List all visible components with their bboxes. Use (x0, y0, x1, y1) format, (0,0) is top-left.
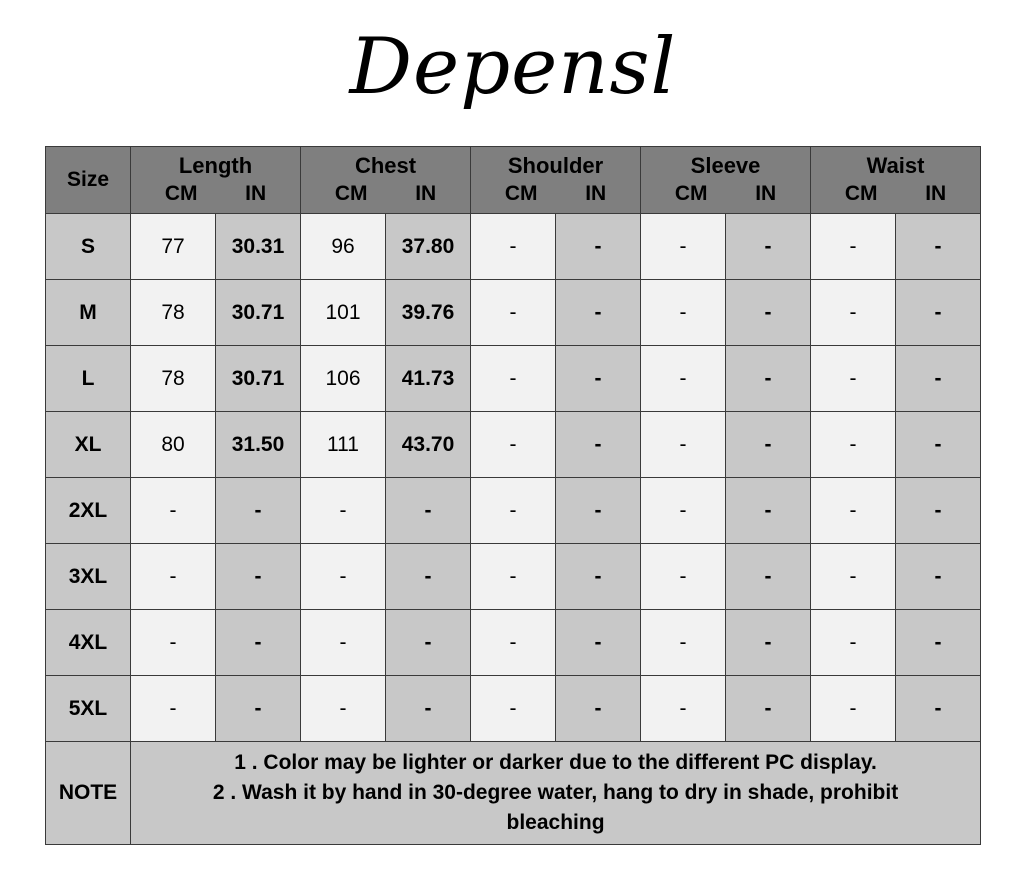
unit-in: IN (755, 182, 777, 205)
value-cell: - (811, 412, 896, 478)
value-cell: 111 (301, 412, 386, 478)
value-cell: - (811, 676, 896, 742)
value-cell: - (216, 544, 301, 610)
value-cell: - (641, 412, 726, 478)
value-cell: - (471, 610, 556, 676)
value-cell: - (471, 214, 556, 280)
value-cell: - (726, 478, 811, 544)
value-cell: - (896, 412, 981, 478)
value-cell: 31.50 (216, 412, 301, 478)
value-cell: - (641, 676, 726, 742)
value-cell: 78 (131, 346, 216, 412)
value-cell: - (216, 610, 301, 676)
length-header (131, 147, 301, 214)
value-cell: - (641, 280, 726, 346)
chest-header (301, 147, 471, 214)
value-cell: 43.70 (386, 412, 471, 478)
waist-header (811, 147, 981, 214)
size-cell: M (46, 280, 131, 346)
value-cell: - (726, 412, 811, 478)
value-cell: - (811, 478, 896, 544)
value-cell: - (471, 280, 556, 346)
value-cell: 78 (131, 280, 216, 346)
brand-name: Depensl (349, 22, 677, 112)
group-label: Shoulder (507, 153, 604, 178)
note-line: 2 . Wash it by hand in 30-degree water, hang to dry in shade, prohibit (212, 781, 899, 804)
value-cell: - (386, 478, 471, 544)
size-column-header: Size (46, 147, 131, 214)
value-cell: - (301, 544, 386, 610)
group-label: Length (178, 153, 253, 178)
value-cell: - (641, 544, 726, 610)
value-cell: - (471, 346, 556, 412)
value-cell: - (301, 676, 386, 742)
value-cell: - (896, 214, 981, 280)
value-cell: - (131, 544, 216, 610)
value-cell: - (556, 346, 641, 412)
value-cell: - (811, 214, 896, 280)
value-cell: - (386, 544, 471, 610)
value-cell: - (471, 676, 556, 742)
value-cell: - (726, 346, 811, 412)
value-cell: 96 (301, 214, 386, 280)
value-cell: - (726, 214, 811, 280)
table-row (46, 544, 981, 610)
unit-in: IN (245, 182, 267, 205)
unit-cm: CM (334, 182, 368, 205)
value-cell: - (131, 610, 216, 676)
group-label: Sleeve (690, 153, 761, 178)
table-row (46, 610, 981, 676)
value-cell: 39.76 (386, 280, 471, 346)
value-cell: - (386, 610, 471, 676)
value-cell: - (896, 478, 981, 544)
value-cell: - (556, 610, 641, 676)
value-cell: - (896, 676, 981, 742)
value-cell: - (471, 544, 556, 610)
value-cell: - (556, 412, 641, 478)
value-cell: - (216, 478, 301, 544)
note-line: 1 . Color may be lighter or darker due to the different PC display. (234, 751, 877, 774)
value-cell: - (896, 610, 981, 676)
size-cell: S (46, 214, 131, 280)
size-rows (46, 214, 981, 845)
value-cell: - (556, 478, 641, 544)
value-cell: - (726, 544, 811, 610)
shoulder-header (471, 147, 641, 214)
value-cell: - (641, 478, 726, 544)
value-cell: - (641, 346, 726, 412)
value-cell: - (811, 544, 896, 610)
size-cell: 3XL (46, 544, 131, 610)
size-cell: L (46, 346, 131, 412)
size-cell: 5XL (46, 676, 131, 742)
size-chart-table (45, 146, 981, 845)
value-cell: - (131, 676, 216, 742)
value-cell: - (726, 280, 811, 346)
value-cell: - (726, 610, 811, 676)
table-row (46, 280, 981, 346)
size-cell: 4XL (46, 610, 131, 676)
value-cell: - (556, 544, 641, 610)
value-cell: - (301, 478, 386, 544)
value-cell: - (726, 676, 811, 742)
value-cell: 30.71 (216, 280, 301, 346)
value-cell: 30.31 (216, 214, 301, 280)
value-cell: - (386, 676, 471, 742)
value-cell: - (471, 478, 556, 544)
unit-in: IN (585, 182, 607, 205)
unit-in: IN (925, 182, 947, 205)
value-cell: 37.80 (386, 214, 471, 280)
value-cell: - (811, 280, 896, 346)
value-cell: - (556, 214, 641, 280)
table-row (46, 478, 981, 544)
value-cell: 106 (301, 346, 386, 412)
value-cell: 77 (131, 214, 216, 280)
note-label: NOTE (46, 742, 131, 845)
group-label: Waist (866, 153, 925, 178)
unit-cm: CM (164, 182, 198, 205)
sleeve-header (641, 147, 811, 214)
value-cell: - (556, 676, 641, 742)
value-cell: - (811, 610, 896, 676)
note-row (46, 742, 981, 845)
table-row (46, 676, 981, 742)
group-label: Chest (354, 153, 417, 178)
value-cell: - (896, 346, 981, 412)
value-cell: - (641, 214, 726, 280)
unit-cm: CM (674, 182, 708, 205)
table-row (46, 214, 981, 280)
value-cell: 30.71 (216, 346, 301, 412)
note-line: bleaching (506, 811, 605, 834)
value-cell: - (896, 544, 981, 610)
value-cell: - (811, 346, 896, 412)
value-cell: - (301, 610, 386, 676)
value-cell: - (896, 280, 981, 346)
table-row (46, 346, 981, 412)
unit-in: IN (415, 182, 437, 205)
value-cell: 41.73 (386, 346, 471, 412)
unit-cm: CM (504, 182, 538, 205)
value-cell: - (471, 412, 556, 478)
value-cell: - (641, 610, 726, 676)
header-row (46, 147, 981, 214)
table-row (46, 412, 981, 478)
size-cell: XL (46, 412, 131, 478)
value-cell: 101 (301, 280, 386, 346)
note-text (131, 742, 981, 845)
unit-cm: CM (844, 182, 878, 205)
value-cell: 80 (131, 412, 216, 478)
value-cell: - (131, 478, 216, 544)
value-cell: - (216, 676, 301, 742)
brand-logo (0, 8, 1026, 133)
value-cell: - (556, 280, 641, 346)
size-cell: 2XL (46, 478, 131, 544)
